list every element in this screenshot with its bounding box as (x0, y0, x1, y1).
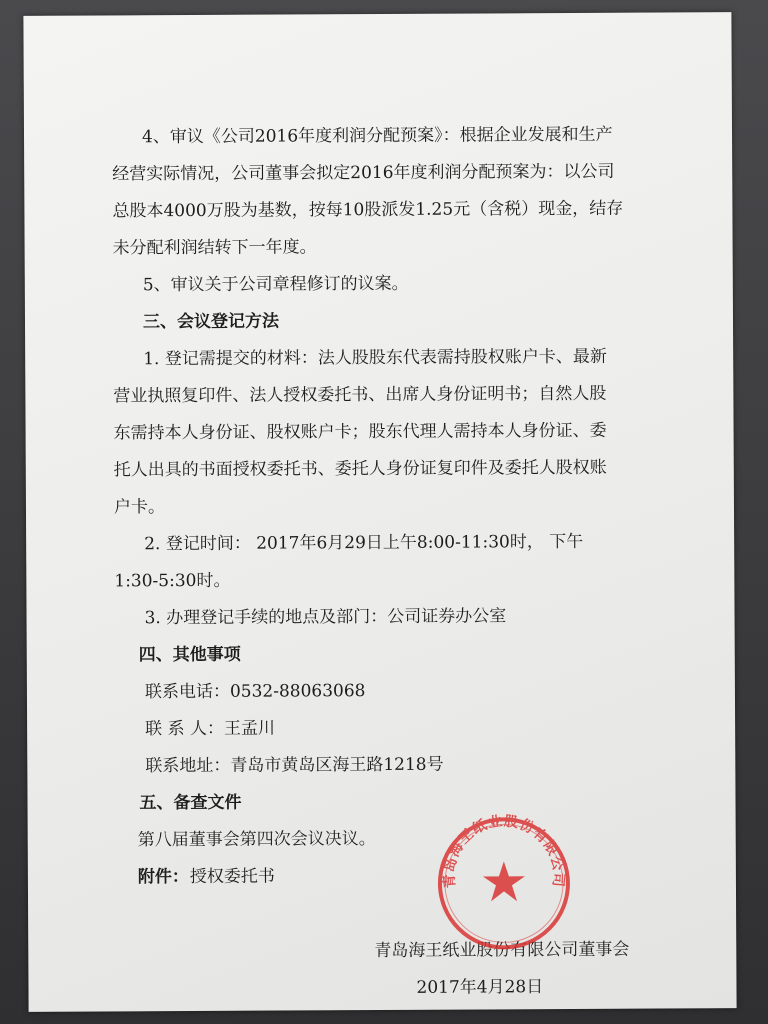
signature-company: 青岛海王纸业股份有限公司董事会 (374, 939, 630, 962)
registration-item-1-line-1: 1. 登记需提交的材料：法人股股东代表需持股权账户卡、最新 (143, 346, 607, 370)
section-heading-other: 四、其他事项 (138, 644, 241, 666)
contact-address: 联系地址：青岛市黄岛区海王路1218号 (145, 754, 444, 777)
paragraph-item-4-line-1: 4、审议《公司2016年度利润分配预案》：根据企业发展和生产 (141, 124, 613, 148)
registration-item-2-line-2: 1:30-5:30时。 (114, 570, 231, 592)
registration-item-1-line-3: 东需持本人身份证、股权账户卡；股东代理人需持本人身份证、委 (113, 420, 607, 444)
paragraph-item-4-line-4: 未分配利润结转下一年度。 (112, 237, 317, 259)
registration-item-3: 3. 办理登记手续的地点及部门：公司证券办公室 (144, 606, 507, 629)
company-seal-stamp (434, 813, 575, 954)
section-heading-registration: 三、会议登记方法 (142, 311, 280, 333)
section-heading-references: 五、备查文件 (139, 792, 242, 814)
contact-person: 联 系 人：王孟川 (145, 718, 275, 740)
contact-phone: 联系电话：0532-88063068 (144, 681, 366, 703)
paragraph-item-4-line-2: 经营实际情况，公司董事会拟定2016年度利润分配预案为：以公司 (112, 161, 615, 185)
attachment-label: 附件： (137, 867, 189, 888)
svg-text:青岛海王纸业股份有限公司: 青岛海王纸业股份有限公司 (441, 813, 567, 889)
signature-date: 2017年4月28日 (416, 977, 544, 998)
registration-item-1-line-5: 户卡。 (113, 497, 166, 518)
registration-item-1-line-4: 托人出具的书面授权委托书、委托人身份证复印件及委托人股权账 (113, 457, 607, 481)
reference-document: 第八届董事会第四次会议决议。 (137, 829, 376, 851)
paragraph-item-5: 5、审议关于公司章程修订的议案。 (142, 273, 409, 296)
registration-item-1-line-2: 营业执照复印件、法人授权委托书、出席人身份证明书；自然人股 (113, 383, 607, 407)
document-page (23, 12, 736, 1012)
attachment-value: 授权委托书 (189, 866, 275, 888)
registration-item-2-line-1: 2. 登记时间： 2017年6月29日上午8:00-11:30时， 下午 (144, 531, 584, 555)
paragraph-item-4-line-3: 总股本4000万股为基数，按每10股派发1.25元（含税）现金，结存 (112, 198, 624, 222)
